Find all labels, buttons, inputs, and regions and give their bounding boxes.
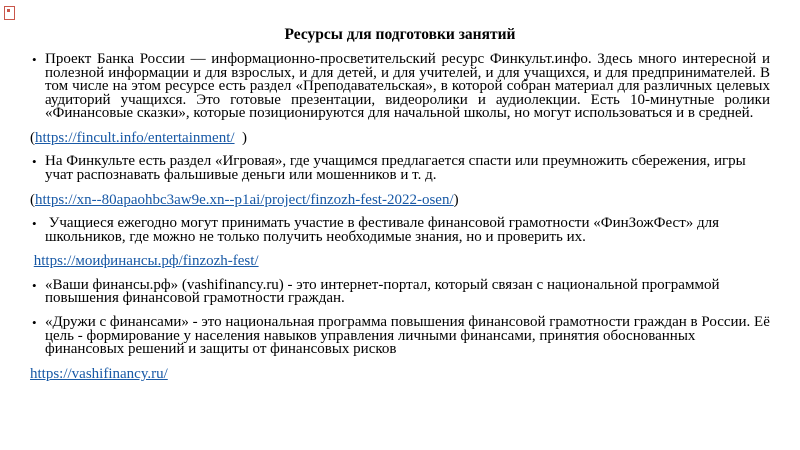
link-suffix: )	[453, 191, 459, 208]
bullet-marker: •	[32, 52, 37, 67]
bullet-text: «Дружи с финансами» - это национальная программа повышения финансовой грамотности граждан в России. Её цель - формирование у населения навыков управления личными финансами, принятия обоснованных финансовых решений и защиты от финансовых рисков	[45, 314, 770, 358]
bullet-text: «Ваши финансы.рф» (vashifinancy.ru) - это интернет-портал, который связан с национальной программой повышения финансовой грамотности граждан.	[45, 276, 720, 307]
link-prefix: (	[30, 129, 35, 146]
bullet-item	[30, 155, 770, 182]
link-line	[30, 367, 770, 382]
hyperlink-vashifinancy[interactable]: https://vashifinancy.ru/	[30, 365, 168, 382]
bullet-marker: •	[32, 277, 37, 293]
hyperlink-moifinansy[interactable]: https://моифинансы.рф/finzozh-fest/	[33, 253, 259, 270]
slide-title: Ресурсы для подготовки занятий	[284, 26, 516, 43]
link-suffix: )	[234, 129, 248, 146]
hyperlink-fincult[interactable]: https://fincult.info/entertainment/	[35, 129, 235, 146]
hyperlink-finzozh-fest-2022[interactable]: https://xn--80apaohbc3aw9e.xn--p1ai/project/finzozh-fest-2022-osen/	[35, 191, 454, 208]
link-prefix: (	[30, 191, 35, 208]
bullet-text: Проект Банка России — информационно-просветительский ресурс Финкульт.инфо. Здесь много интересной и полезной информации и для взрослых, и для детей, и для учителей, и для учащихся, и для предпринимателей. В том числе на этом ресурсе есть раздел «Преподавательская», в которой собран материал для различных целевых аудиторий учащихся. Это готовые презентации, видеоролики и аудиолекции. Есть 10-минутные ролики «Финансовые сказки», которые позиционируются для начальной школы, но могут использоваться и в средней.	[45, 51, 770, 122]
link-line	[30, 254, 770, 269]
bullet-marker: •	[32, 315, 37, 331]
bullet-item	[30, 276, 770, 307]
bullet-item	[30, 53, 770, 121]
bullet-text: Учащиеся ежегодно могут принимать участие в фестивале финансовой грамотности «ФинЗожФест» для школьников, где можно не только получить необходимые знания, но и проверить их.	[45, 215, 720, 245]
bullet-text: На Финкульте есть раздел «Игровая», где учащимся предлагается спасти или преумножить сбережения, игры учат распознавать фальшивые деньги или мошенников и т. д.	[45, 153, 746, 184]
bullet-item	[30, 217, 770, 244]
bullet-marker: •	[32, 154, 37, 170]
corner-red-mark-icon	[4, 6, 15, 20]
link-line	[30, 193, 770, 208]
bullet-marker: •	[32, 216, 37, 232]
link-line	[30, 131, 770, 146]
bullet-item	[30, 316, 770, 357]
